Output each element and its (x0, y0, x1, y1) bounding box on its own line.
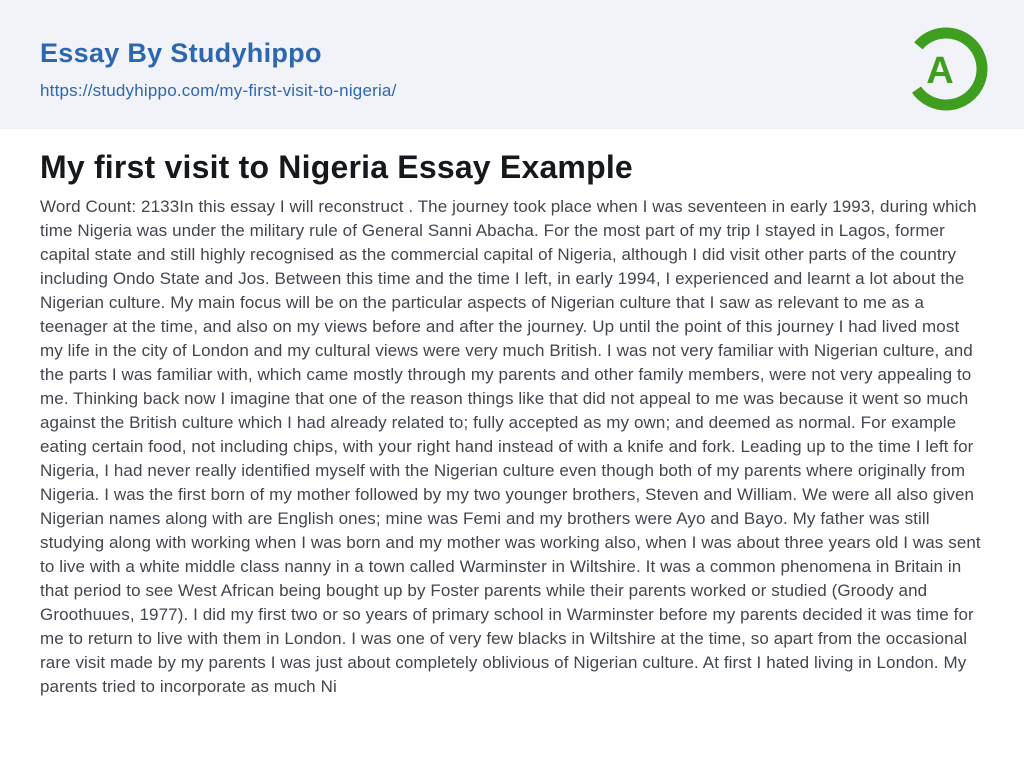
brand-title: Essay By Studyhippo (40, 38, 322, 68)
article-title: My first visit to Nigeria Essay Example (40, 149, 633, 185)
word-count-label: Word Count: 2133 (40, 197, 180, 216)
article-body-text: In this essay I will reconstruct . The journey took place when I was seventeen in early 1993, during which time Nigeria was under the military rule of General Sanni Abacha. For the most part of my trip I stayed in Lagos, former capital state and still highly recognised as the commercial capital of Nigeria, although I did visit other parts of the country including Ondo State and Jos. Between this time and the time I left, in early 1994, I experienced and learnt a lot about the Nigerian culture. My main focus will be on the particular aspects of Nigerian culture that I saw as relevant to me as a teenager at the time, and also on my views before and after the journey. Up until the point of this journey I had lived most my life in the city of London and my cultural views were very much British. I was not very familiar with Nigerian culture, and the parts I was familiar with, which came mostly through my parents and other family members, were not very appealing to me. Thinking back now I imagine that one of the reason things like that did not appeal to me was because it went so much against the British culture which I had already related to; fully accepted as my own; and deemed as normal. For example eating certain food, not including chips, with your right hand instead of with a knife and fork. Leading up to the time I left for Nigeria, I had never really identified myself with the Nigerian culture even though both of my parents where originally from Nigeria. I was the first born of my mother followed by my two younger brothers, Steven and William. We were all also given Nigerian names along with are English ones; mine was Femi and my brothers were Ayo and Bayo. My father was still studying along with working when I was born and my mother was working also, when I was about three years old I was sent to live with a white middle class nanny in a town called Warminster in Wiltshire. It was a common phenomena in Britain in that period to see West African being bought up by Foster parents while their parents worked or studied (Groody and Groothuues, 1977). I did my first two or so years of primary school in Warminster before my parents decided it was time for me to return to live with them in London. I was one of very few blacks in Wiltshire at the time, so apart from the occasional rare visit made by my parents I was just about completely oblivious of Nigerian culture. At first I hated living in London. My parents tried to incorporate as much Ni (40, 197, 981, 696)
studyhippo-logo-icon (904, 27, 988, 111)
page-url-link[interactable]: https://studyhippo.com/my-first-visit-to-nigeria/ (40, 81, 397, 100)
page-header (0, 0, 1024, 129)
article (0, 148, 1024, 699)
logo-letter: A (926, 50, 954, 92)
article-body (40, 195, 984, 699)
